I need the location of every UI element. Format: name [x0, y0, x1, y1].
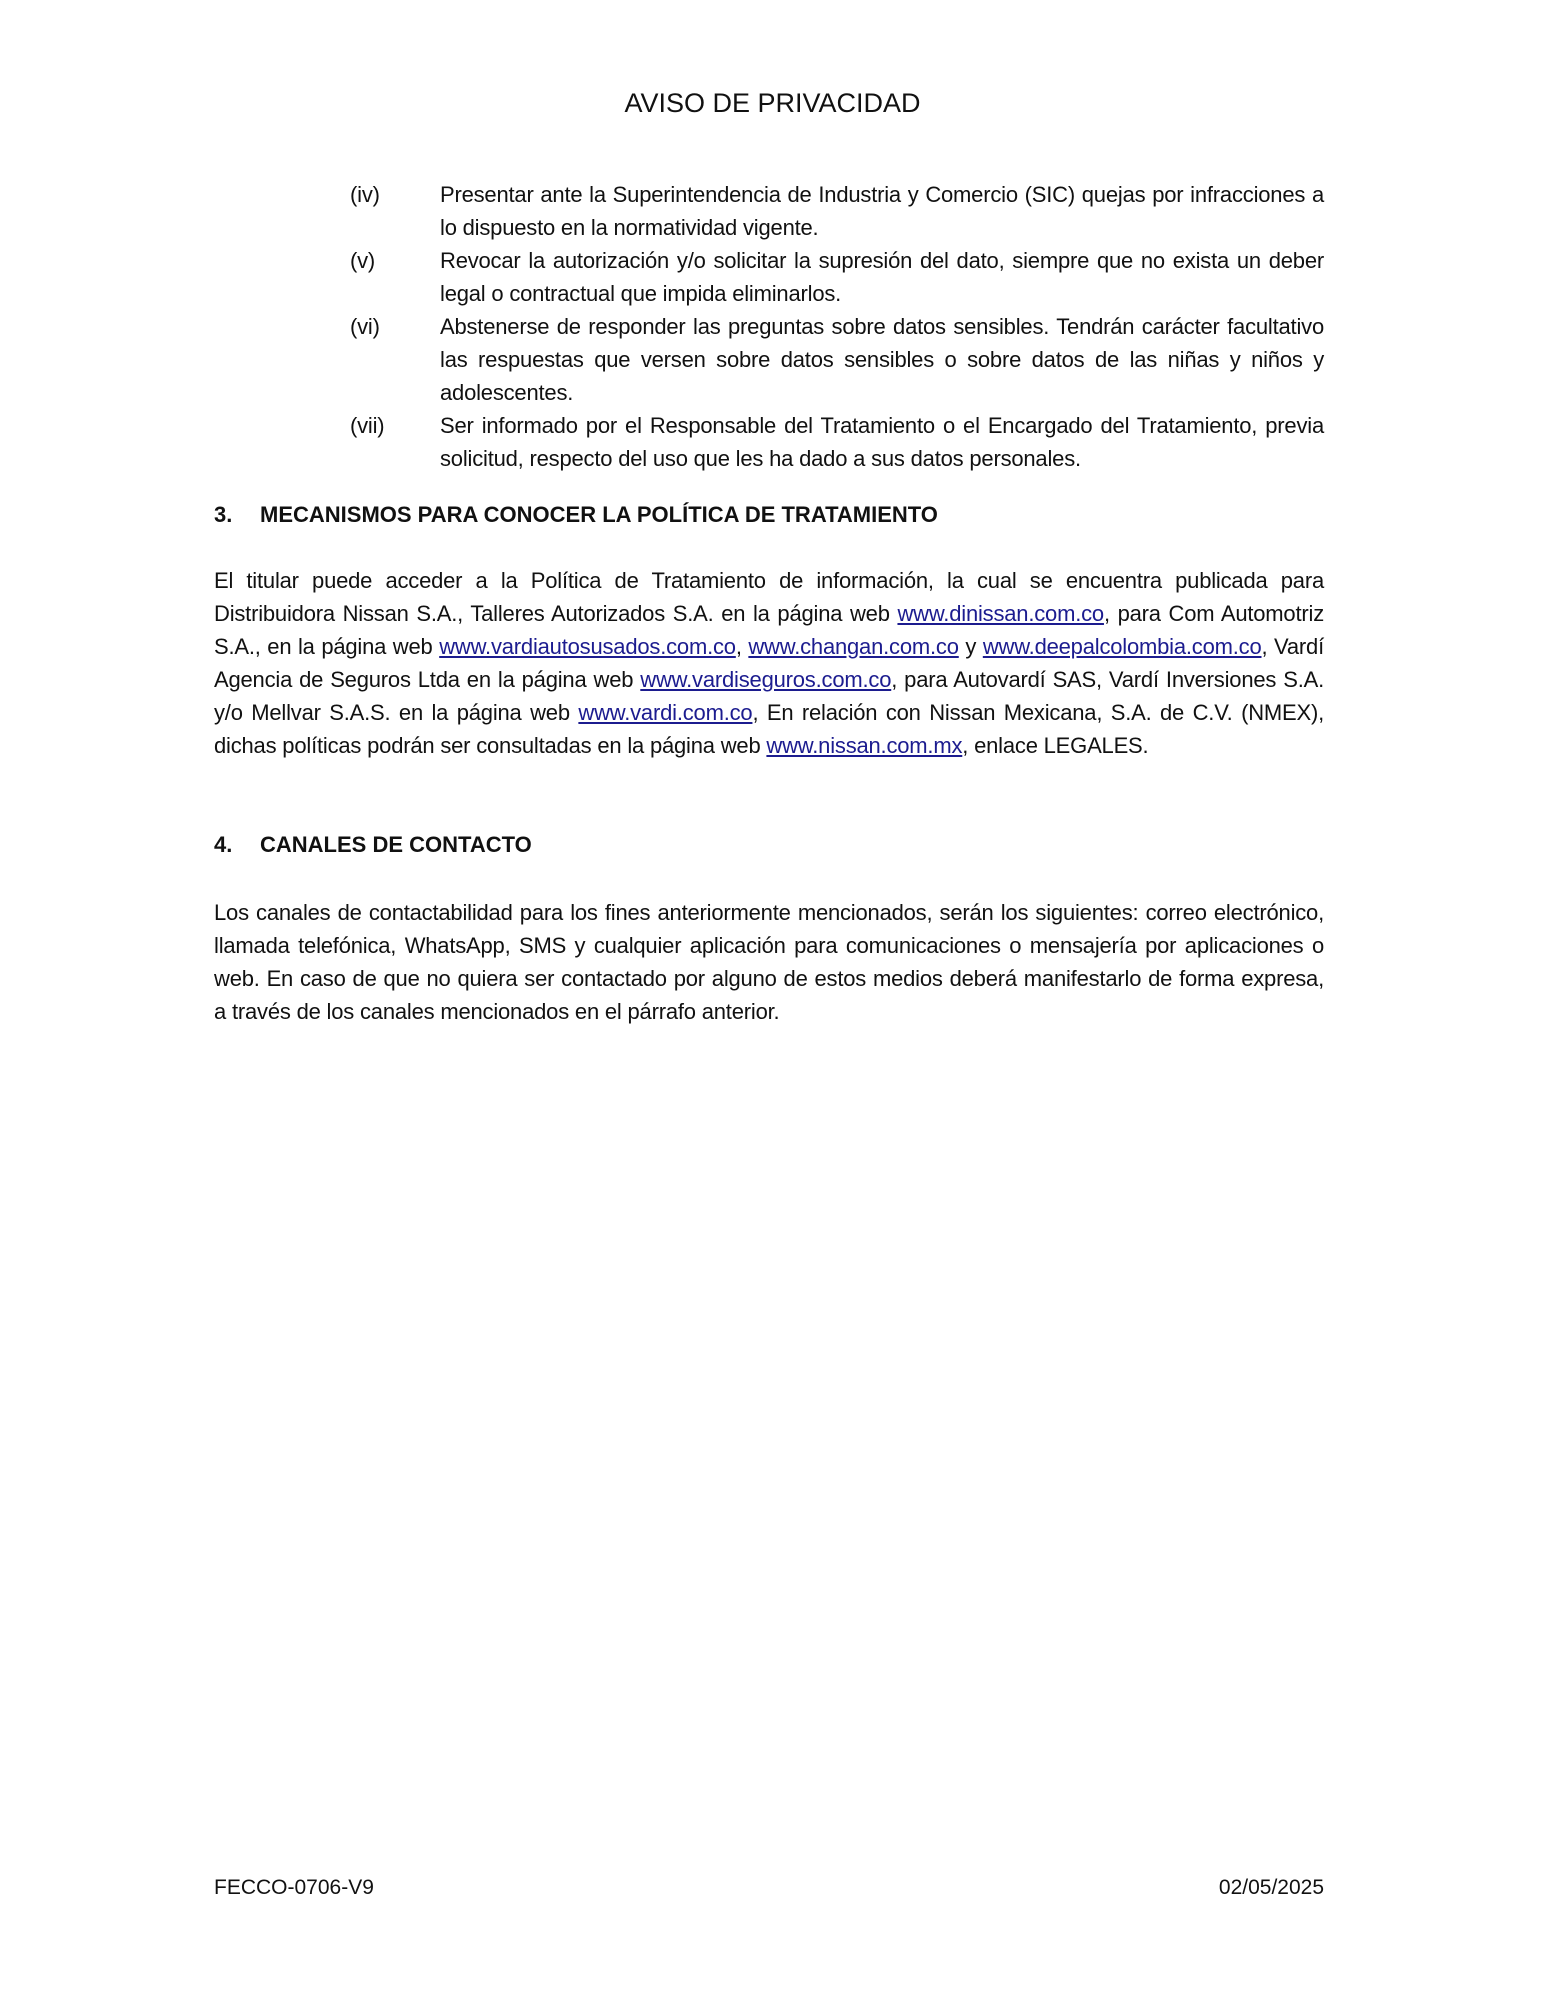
- text: , enlace LEGALES.: [962, 733, 1149, 758]
- link-vardi[interactable]: www.vardi.com.co: [578, 700, 753, 725]
- text: El titular puede acceder a la Política de Tratamiento de información, la cual se encuentra publicada para Distribuidora Nissan S.A., Talleres Autorizados S.A. en la página web: [214, 568, 1324, 626]
- list-number: (vii): [350, 413, 385, 438]
- list-number: (iv): [350, 182, 380, 207]
- text: , En relación con Nissan Mexicana, S.A. de C.V. (NMEX), dichas políticas podrán ser consultadas en la página web: [214, 700, 1324, 758]
- list-item: [350, 178, 1324, 244]
- link-vardiseguros[interactable]: www.vardiseguros.com.co: [640, 667, 892, 692]
- rights-list: [350, 178, 1324, 475]
- list-item: [350, 244, 1324, 310]
- link-vardiautosusados[interactable]: www.vardiautosusados.com.co: [439, 634, 736, 659]
- document-date: 02/05/2025: [1218, 1876, 1324, 1899]
- link-nissan-mx[interactable]: www.nissan.com.mx: [766, 733, 963, 758]
- text: , para Autovardí SAS, Vardí Inversiones S.A. y/o Mellvar S.A.S. en la página web: [214, 667, 1324, 725]
- list-item: [350, 310, 1324, 409]
- section-3-heading: [214, 502, 938, 528]
- list-text: Abstenerse de responder las preguntas sobre datos sensibles. Tendrán carácter facultativo las respuestas que versen sobre datos sensibles o sobre datos de las niñas y niños y adolescentes.: [440, 314, 1324, 405]
- text: , para Com Automotriz S.A., en la página web: [214, 601, 1324, 659]
- section-4-heading: [214, 832, 532, 858]
- list-item: [350, 409, 1324, 475]
- link-deepalcolombia[interactable]: www.deepalcolombia.com.co: [982, 634, 1262, 659]
- section-number: 3.: [214, 502, 233, 527]
- section-number: 4.: [214, 832, 233, 857]
- link-changan[interactable]: www.changan.com.co: [748, 634, 959, 659]
- section-title: MECANISMOS PARA CONOCER LA POLÍTICA DE TRATAMIENTO: [260, 502, 938, 527]
- section-3-paragraph: [214, 564, 1324, 762]
- list-text: Ser informado por el Responsable del Tratamiento o el Encargado del Tratamiento, previa solicitud, respecto del uso que les ha dado a sus datos personales.: [440, 413, 1324, 471]
- list-text: Revocar la autorización y/o solicitar la supresión del dato, siempre que no exista un deber legal o contractual que impida eliminarlos.: [440, 248, 1324, 306]
- link-dinissan[interactable]: www.dinissan.com.co: [897, 601, 1104, 626]
- page-title: AVISO DE PRIVACIDAD: [624, 88, 921, 118]
- document-code: FECCO-0706-V9: [214, 1876, 374, 1899]
- section-title: CANALES DE CONTACTO: [260, 832, 532, 857]
- text: , Vardí Agencia de Seguros Ltda en la página web: [214, 634, 1324, 692]
- text: y: [958, 634, 983, 659]
- text: ,: [735, 634, 749, 659]
- section-4-paragraph: Los canales de contactabilidad para los fines anteriormente mencionados, serán los siguientes: correo electrónico, llamada telefónica, WhatsApp, SMS y cualquier aplicación para comunicaciones o mensajería por aplicaciones o web. En caso de que no quiera ser contactado por alguno de estos medios deberá manifestarlo de forma expresa, a través de los canales mencionados en el párrafo anterior.: [214, 900, 1324, 1024]
- list-text: Presentar ante la Superintendencia de Industria y Comercio (SIC) quejas por infracciones a lo dispuesto en la normatividad vigente.: [440, 182, 1324, 240]
- list-number: (v): [350, 248, 376, 273]
- list-number: (vi): [350, 314, 380, 339]
